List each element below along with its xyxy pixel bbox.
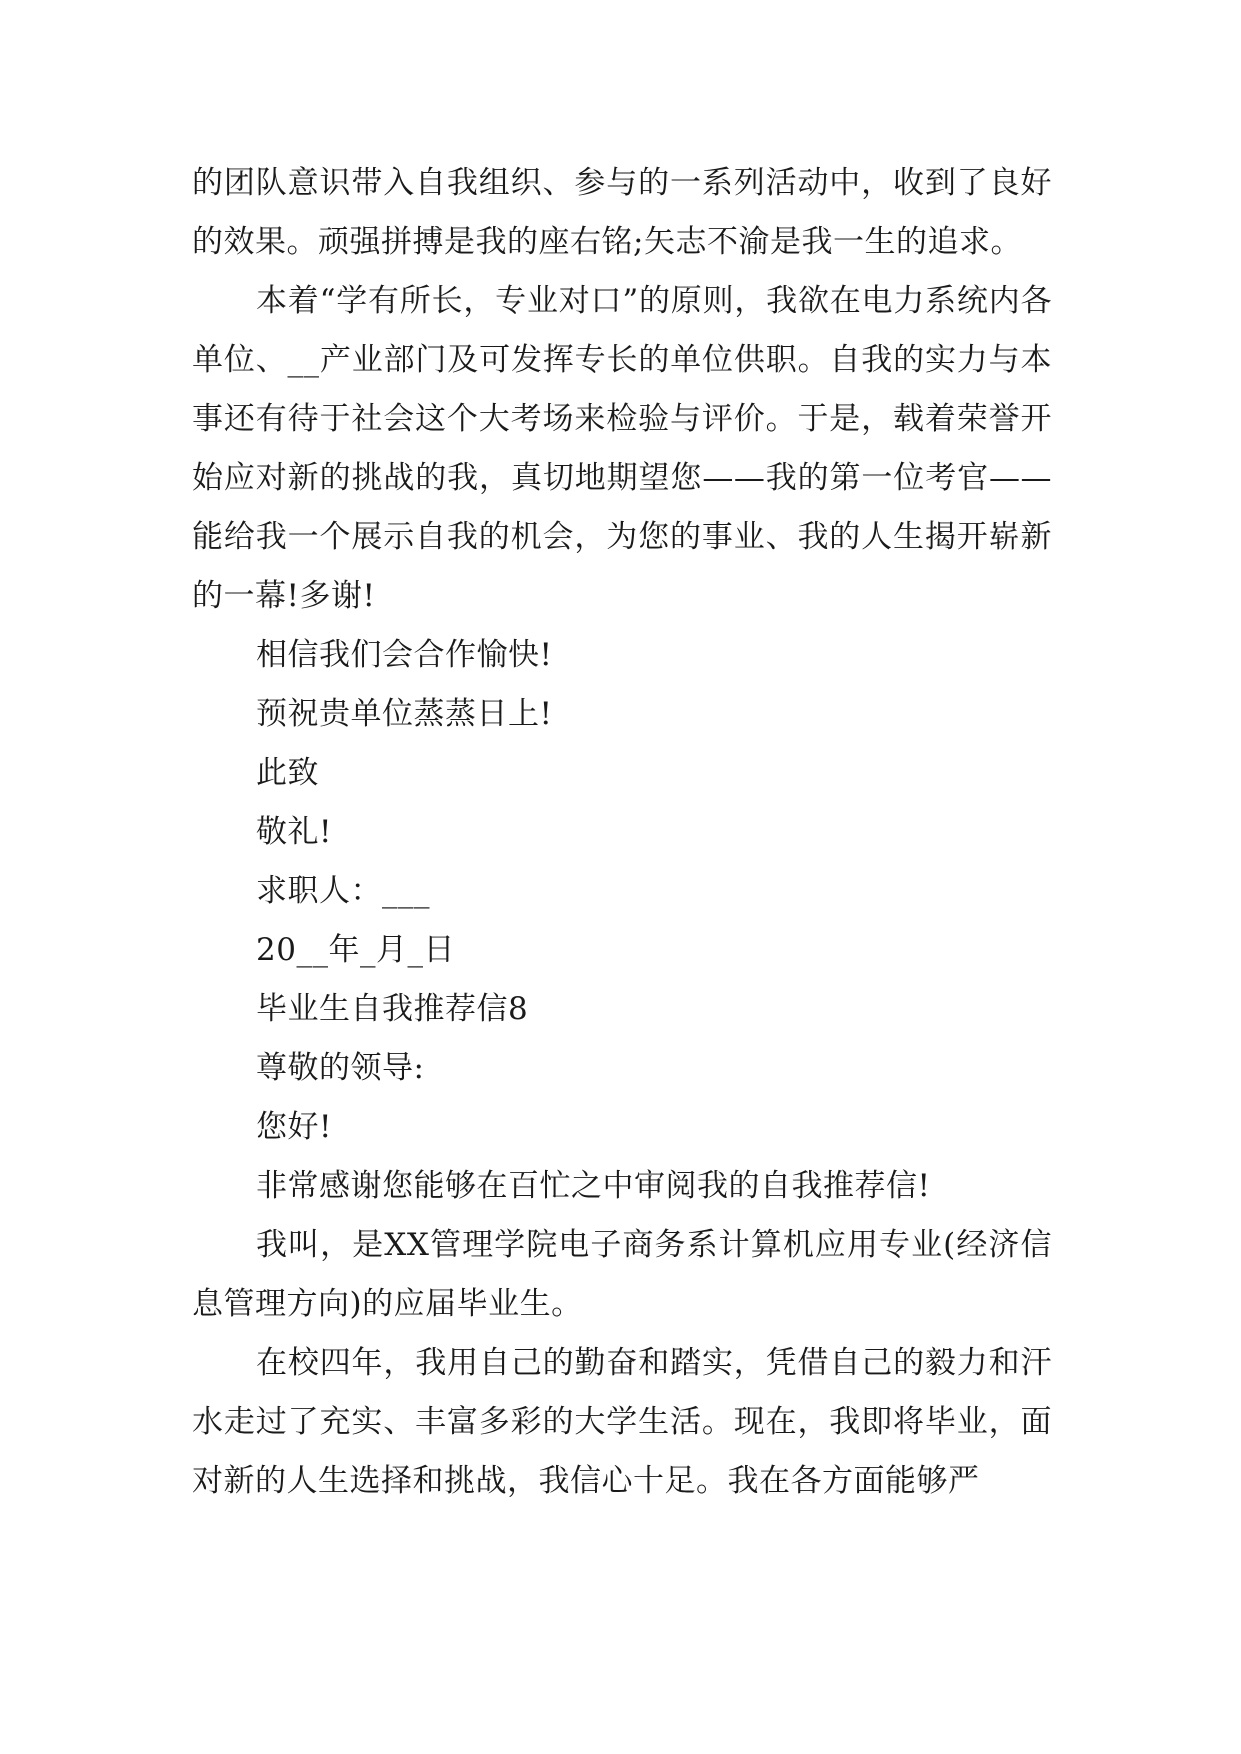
applicant-signature: 求职人：___ <box>256 873 430 909</box>
greeting-hello: 您好! <box>256 1109 332 1145</box>
greeting-leader: 尊敬的领导: <box>256 1050 425 1086</box>
letter-date: 20__年_月_日 <box>256 932 455 968</box>
letter-heading: 毕业生自我推荐信8 <box>256 991 529 1027</box>
document-body <box>192 154 1052 1511</box>
closing-respect: 敬礼! <box>256 814 332 850</box>
paragraph-thanks: 非常感谢您能够在百忙之中审阅我的自我推荐信! <box>256 1168 931 1204</box>
closing-salutation: 此致 <box>256 755 319 791</box>
paragraph-team-spirit: 的团队意识带入自我组织、参与的一系列活动中，收到了良好的效果。顽强拼搏是我的座右铭;矢志不渝是我一生的追求。 <box>192 165 1052 260</box>
paragraph-cooperation: 相信我们会合作愉快! <box>256 637 553 673</box>
paragraph-wishes: 预祝贵单位蒸蒸日上! <box>256 696 553 732</box>
paragraph-introduction: 我叫，是XX管理学院电子商务系计算机应用专业(经济信息管理方向)的应届毕业生。 <box>192 1227 1052 1322</box>
paragraph-career-goal: 本着“学有所长，专业对口”的原则，我欲在电力系统内各单位、__产业部门及可发挥专长的单位供职。自我的实力与本事还有待于社会这个大考场来检验与评价。于是，载着荣誉开始应对新的挑战的我，真切地期望您——我的第一位考官——能给我一个展示自我的机会，为您的事业、我的人生揭开崭新的一幕!多谢! <box>192 283 1052 614</box>
paragraph-university-life: 在校四年，我用自己的勤奋和踏实，凭借自己的毅力和汗水走过了充实、丰富多彩的大学生活。现在，我即将毕业，面对新的人生选择和挑战，我信心十足。我在各方面能够严 <box>192 1345 1052 1499</box>
